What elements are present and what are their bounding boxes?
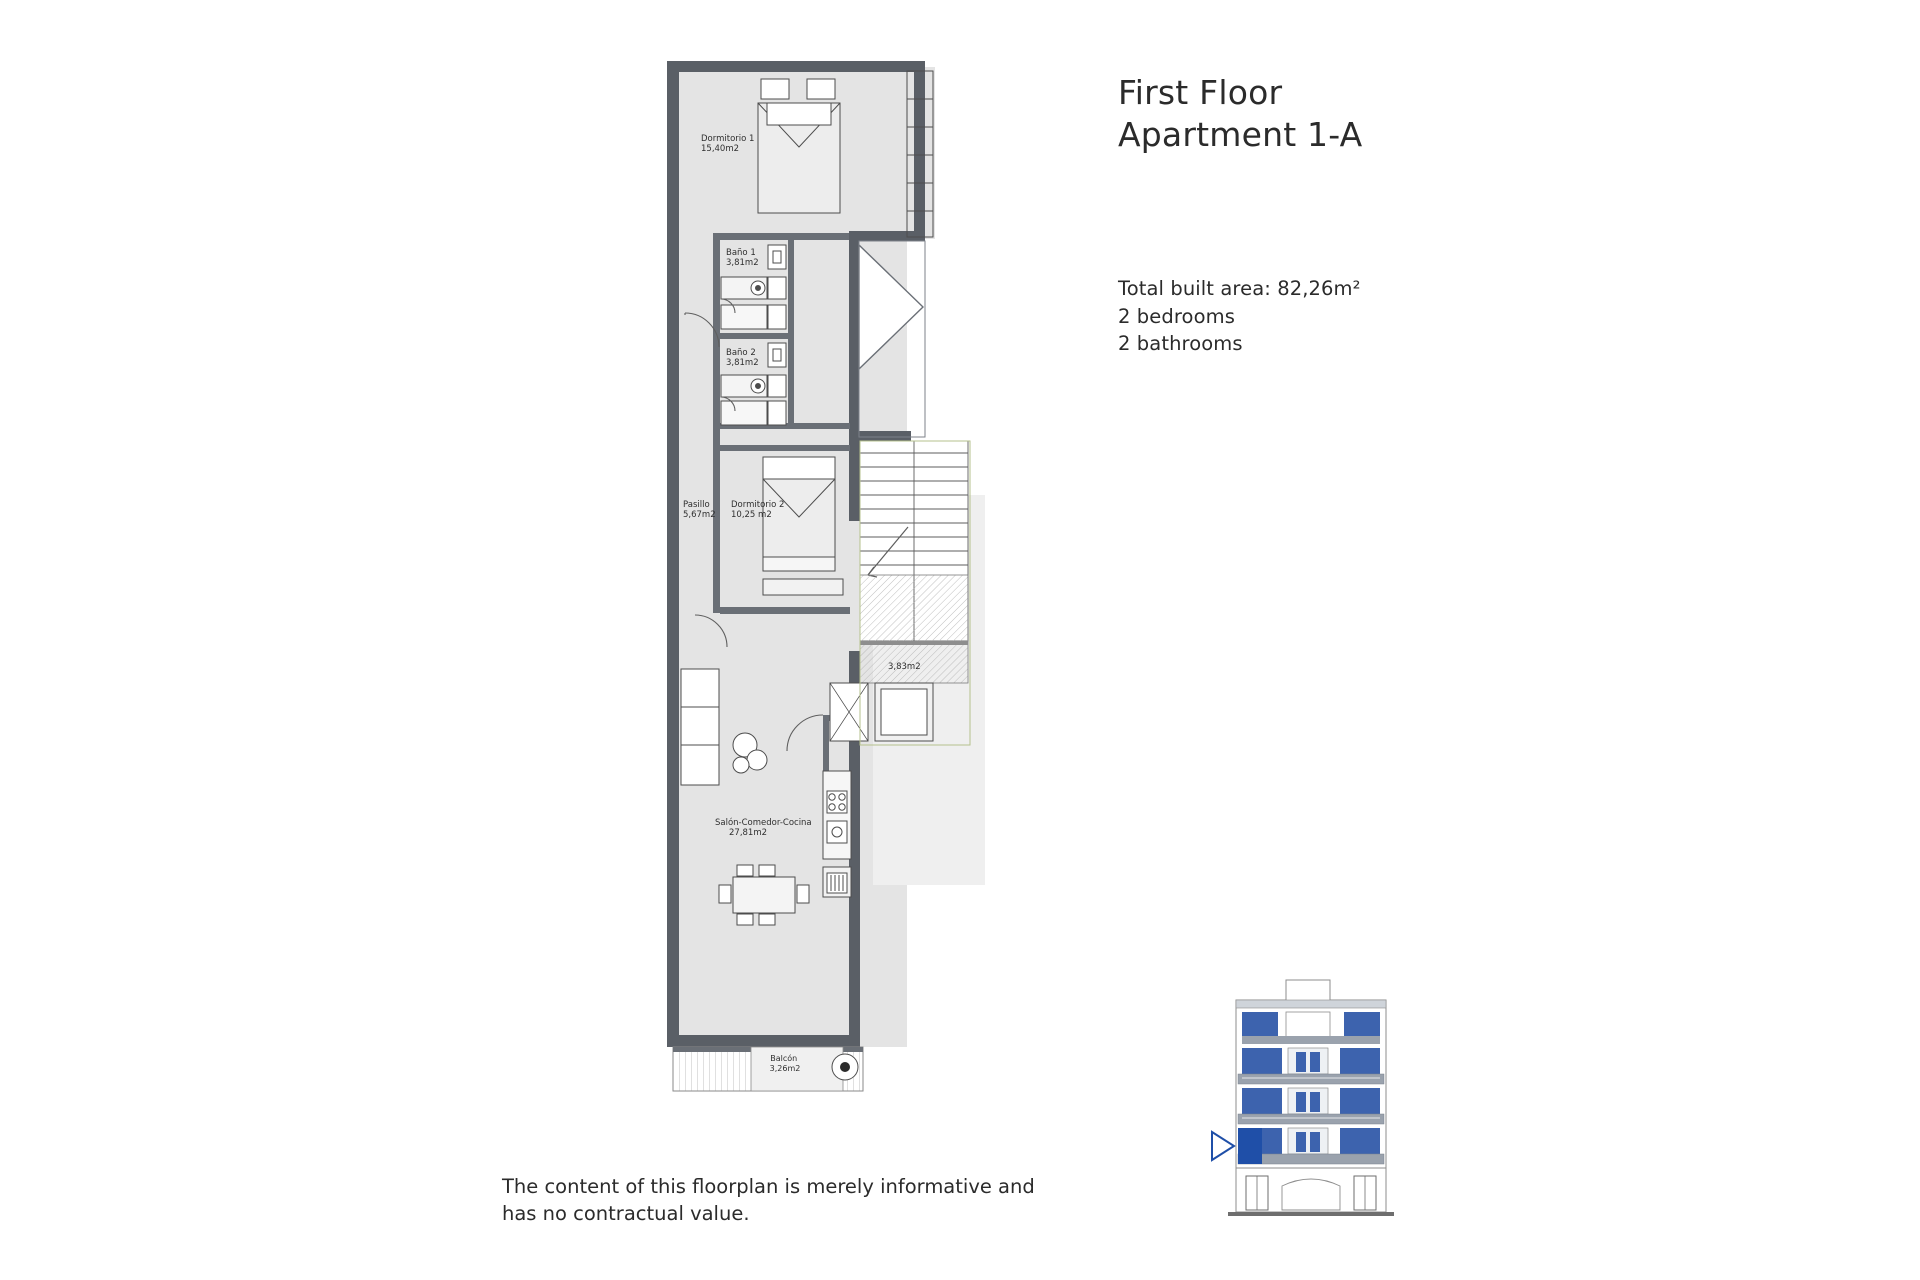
room-label-bano-2: Baño 2 3,81m2 xyxy=(726,348,759,368)
elevation-building xyxy=(1228,980,1394,1216)
room-label-salon: Salón-Comedor-Cocina 27,81m2 xyxy=(715,818,812,838)
balcony xyxy=(673,1047,863,1091)
title-block xyxy=(1118,72,1638,156)
elevator xyxy=(830,683,933,741)
disclaimer-line-1: The content of this floorplan is merely informative and xyxy=(502,1175,1035,1198)
page-title-line-2: Apartment 1-A xyxy=(1118,115,1363,155)
room-label-pasillo: Pasillo 5,67m2 xyxy=(683,500,716,520)
disclaimer-line-2: has no contractual value. xyxy=(502,1201,750,1225)
room-label-dormitorio-2: Dormitorio 2 10,25 m2 xyxy=(731,500,785,520)
floorplan-drawing xyxy=(655,55,1000,1073)
room-label-bano-1: Baño 1 3,81m2 xyxy=(726,248,759,268)
spec-bathrooms: 2 bathrooms xyxy=(1118,332,1243,356)
kitchen-fixtures xyxy=(823,771,851,897)
disclaimer xyxy=(502,1174,1142,1228)
building-elevation-thumbnail xyxy=(1208,968,1428,1228)
room-label-balcon: Balcón 3,26m2 xyxy=(769,1054,801,1073)
spec-bedrooms: 2 bedrooms xyxy=(1118,304,1235,328)
spec-total-area: Total built area: 82,26m² xyxy=(1118,277,1361,300)
page-title-line-1: First Floor xyxy=(1118,73,1283,112)
room-label-dormitorio-1: Dormitorio 1 15,40m2 xyxy=(701,134,755,154)
room-label-common-area: 3,83m2 xyxy=(888,662,921,672)
specs-block xyxy=(1118,275,1638,358)
